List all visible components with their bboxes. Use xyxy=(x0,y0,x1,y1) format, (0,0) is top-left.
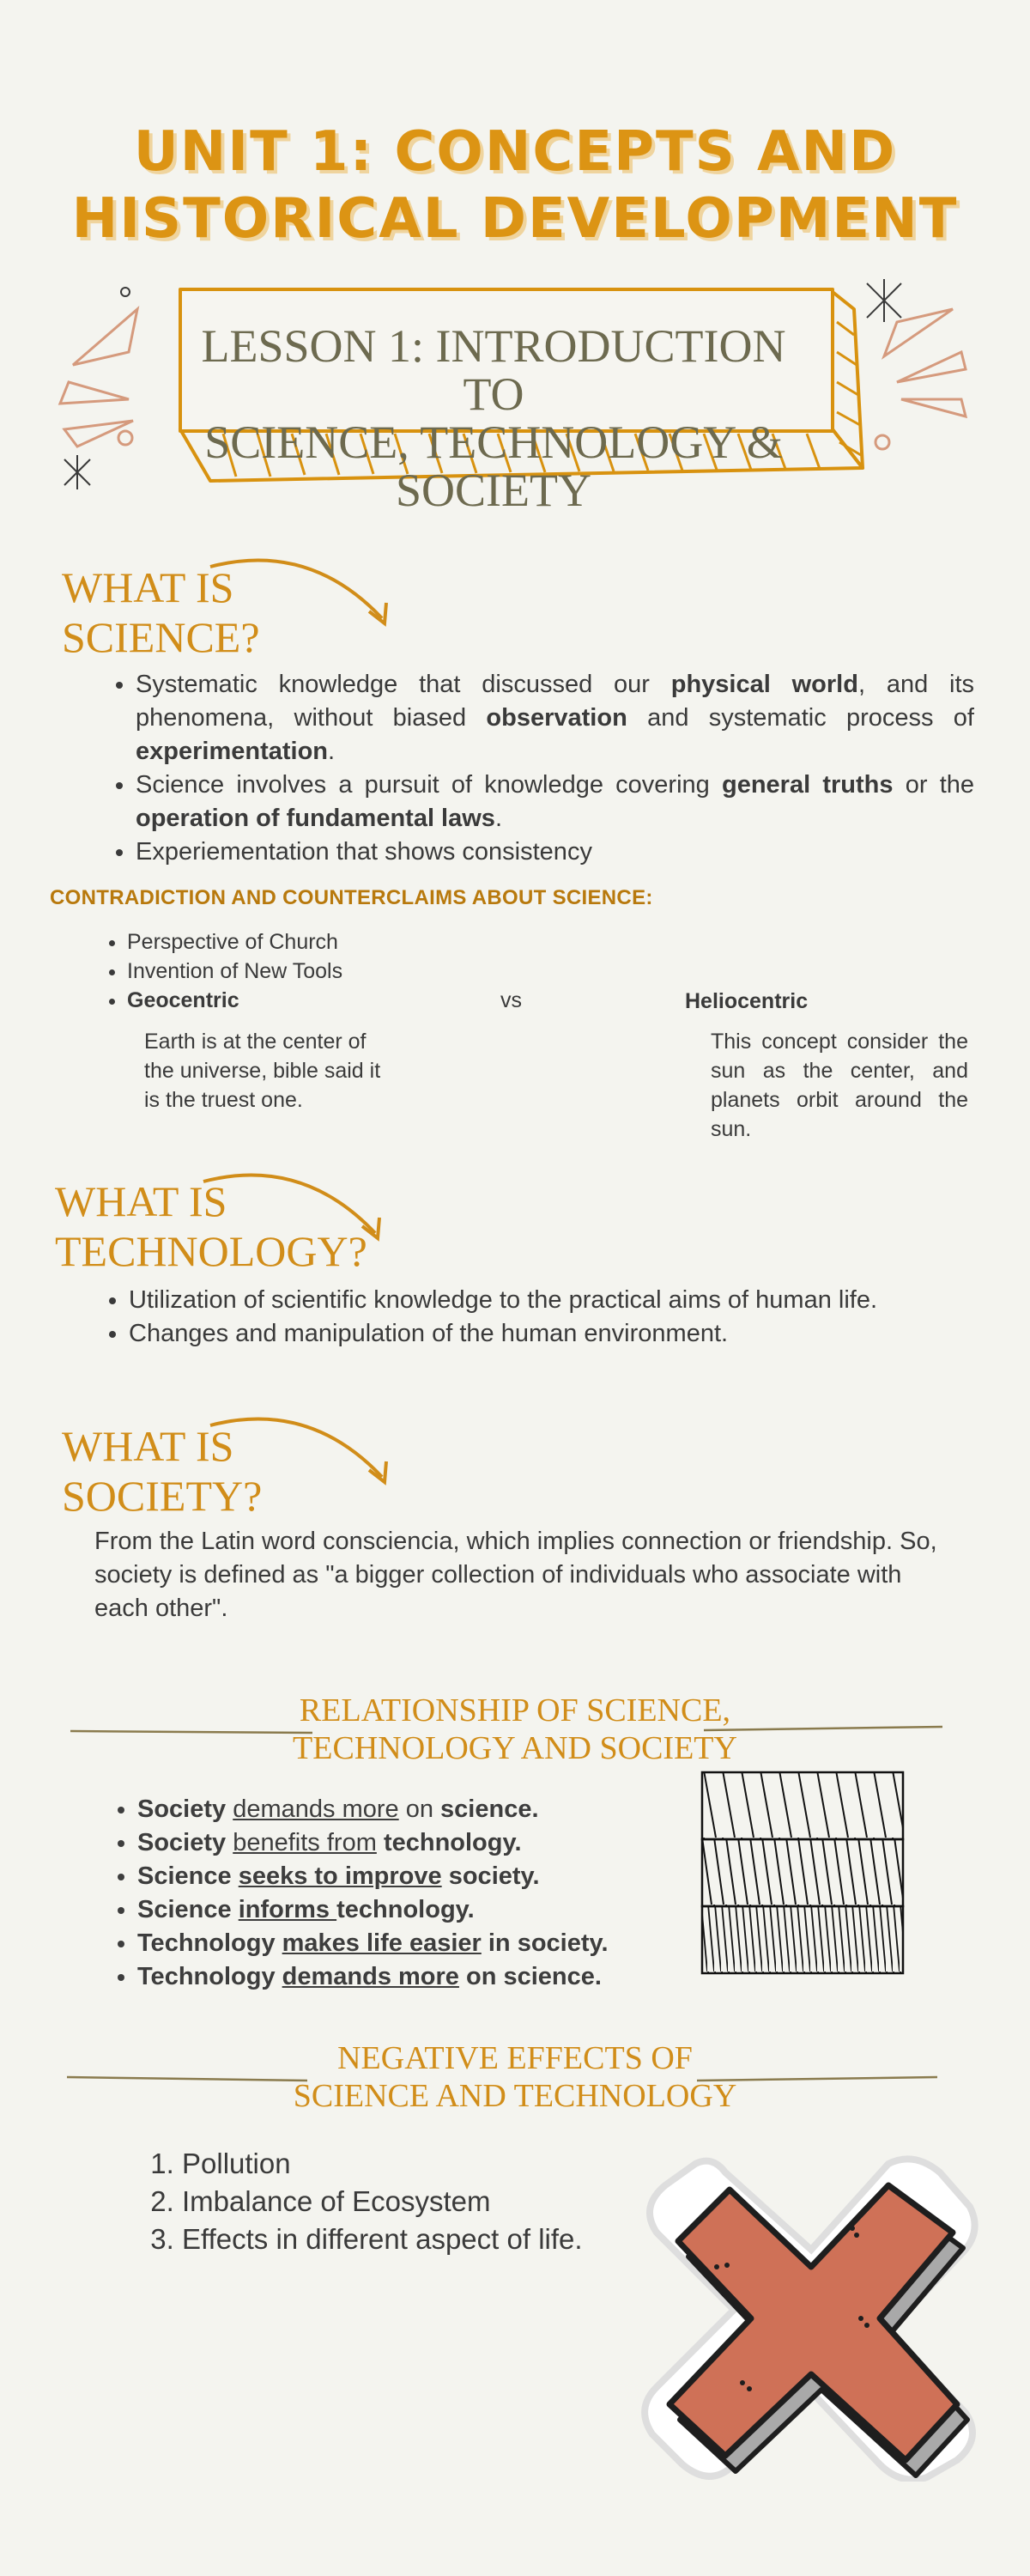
list-item: 1. Pollution xyxy=(182,2145,683,2183)
arrow-icon xyxy=(206,1408,395,1494)
sparkle-decoration-left xyxy=(60,288,137,489)
lesson-title-line2: SCIENCE, TECHNOLOGY & SOCIETY xyxy=(204,416,783,516)
society-heading-line1: WHAT IS xyxy=(62,1422,234,1470)
hatched-squares-graphic xyxy=(700,1771,906,1977)
list-item: • Systematic knowledge that discussed our physical world, and its phenomena, without biased observation and systematic process of experimentation. xyxy=(136,668,974,769)
lesson-title xyxy=(180,322,807,514)
list-item: • Society benefits from technology. xyxy=(137,1826,697,1860)
relationship-heading-line2: TECHNOLOGY AND SOCIETY xyxy=(293,1730,737,1766)
list-item: • Invention of New Tools xyxy=(127,957,446,986)
lesson-title-line1: LESSON 1: INTRODUCTION TO xyxy=(201,320,786,420)
list-item: • Technology demands more on science. xyxy=(137,1960,697,1994)
list-item: • Science informs technology. xyxy=(137,1893,697,1927)
list-item: • Science seeks to improve society. xyxy=(137,1860,697,1893)
society-heading-line2: SOCIETY? xyxy=(62,1472,263,1520)
heliocentric-label: Heliocentric xyxy=(685,989,809,1013)
science-heading-line1: WHAT IS xyxy=(62,563,234,611)
technology-list xyxy=(105,1284,972,1351)
relationship-heading xyxy=(292,1692,738,1767)
negative-effects-heading-line1: NEGATIVE EFFECTS OF xyxy=(337,2040,693,2076)
relationship-heading-line1: RELATIONSHIP OF SCIENCE, xyxy=(299,1692,731,1728)
heliocentric-description: This concept consider the sun as the center, and planets orbit around the sun. xyxy=(711,1030,968,1141)
list-item: • Geocentric xyxy=(127,986,446,1015)
vs-label: vs xyxy=(500,988,522,1012)
negative-effects-heading xyxy=(292,2039,738,2115)
list-item: • Technology makes life easier in society. xyxy=(137,1927,697,1960)
x-mark-icon xyxy=(631,2147,991,2482)
negative-effects-heading-line2: SCIENCE AND TECHNOLOGY xyxy=(293,2078,737,2114)
list-item: • Experiementation that shows consistency xyxy=(136,835,974,869)
list-item: 3. Effects in different aspect of life. xyxy=(182,2221,683,2258)
society-definition: From the Latin word consciencia, which implies connection or friendship. So, society is defined as "a bigger collection of individuals who associate with each other". xyxy=(94,1528,937,1622)
list-item: • Society demands more on science. xyxy=(137,1793,697,1826)
contradiction-list xyxy=(103,927,446,1015)
sparkle-decoration-right xyxy=(867,270,972,449)
list-item: 2. Imbalance of Ecosystem xyxy=(182,2183,683,2221)
page-title: UNIT 1: CONCEPTS AND HISTORICAL DEVELOPMENT xyxy=(71,120,959,251)
technology-heading-line2: TECHNOLOGY? xyxy=(55,1227,367,1275)
arrow-icon xyxy=(206,550,395,635)
arrow-icon xyxy=(199,1164,388,1250)
technology-heading-line1: WHAT IS xyxy=(55,1177,227,1225)
list-item: • Perspective of Church xyxy=(127,927,446,957)
science-heading-line2: SCIENCE? xyxy=(62,613,260,661)
negative-effects-list xyxy=(151,2145,683,2258)
list-item: • Changes and manipulation of the human environment. xyxy=(129,1317,972,1351)
geocentric-description: Earth is at the center of the universe, bible said it is the truest one. xyxy=(144,1030,381,1112)
science-list xyxy=(112,668,974,869)
list-item: • Utilization of scientific knowledge to the practical aims of human life. xyxy=(129,1284,972,1317)
relationship-list xyxy=(113,1793,697,1994)
contradiction-heading: CONTRADICTION AND COUNTERCLAIMS ABOUT SCIENCE: xyxy=(50,886,653,909)
list-item: • Science involves a pursuit of knowledge covering general truths or the operation of fundamental laws. xyxy=(136,769,974,835)
